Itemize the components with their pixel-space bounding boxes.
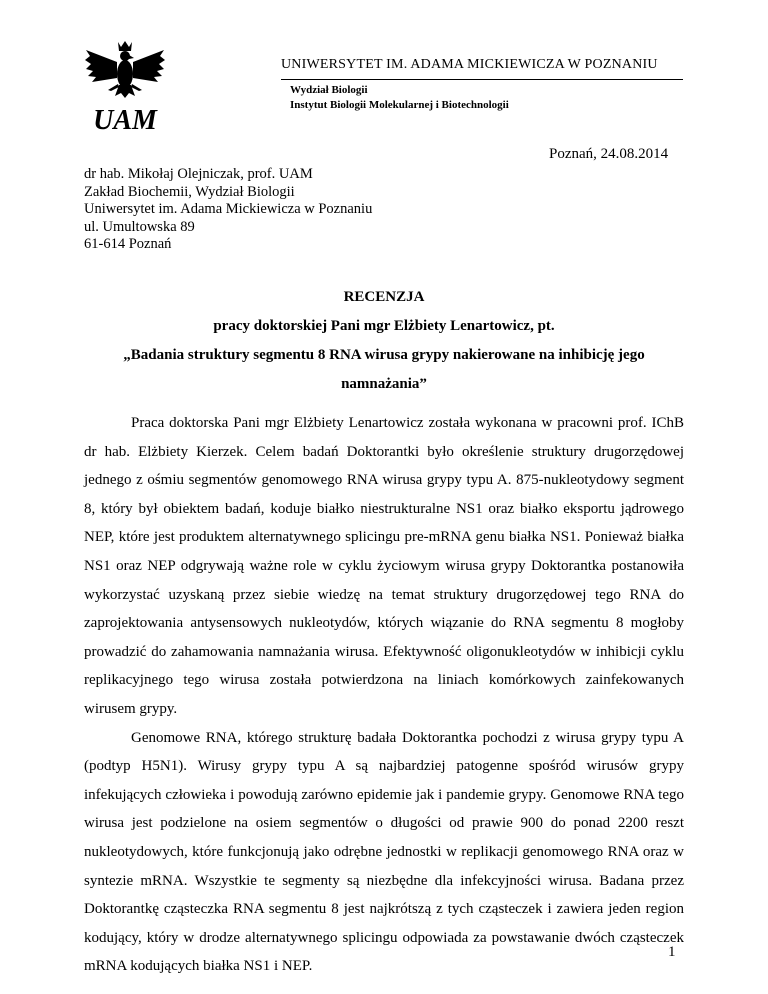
institute-name: Instytut Biologii Molekularnej i Biotechnologii: [290, 99, 509, 111]
thesis-title-line2: namnażania”: [341, 376, 427, 392]
sender-university: Uniwersytet im. Adama Mickiewicza w Poznaniu: [84, 201, 373, 217]
paragraph-2: Genomowe RNA, którego strukturę badała Doktorantka pochodzi z wirusa grypy typu A (podtyp H5N1). Wirusy grypy typu A są najbardziej patogenne spośród wirusów grypy infekujących człowieka i powodują zarówno epidemie jak i pandemie grypy. Genomowe RNA tego wirusa jest podzielone na osiem segmentów o długości od prawie 900 do ponad 2200 reszt nukleotydowych, które funkcjonują jako odrębne jednostki w replikacji genomowego RNA oraz w syntezie mRNA. Wszystkie te segmenty są niezbędne dla infekcyjności wirusa. Badana przez Doktorantkę cząsteczka RNA segmentu 8 jest najkrótszą z tych cząsteczek i zawiera jeden region kodujący, który w drodze alternatywnego splicingu odpowiada za powstawanie dwóch cząsteczek mRNA kodujących białka NS1 i NEP.: [84, 729, 684, 975]
document-subheading: pracy doktorskiej Pani mgr Elżbiety Lenartowicz, pt.: [213, 318, 555, 334]
document-heading: RECENZJA: [343, 289, 425, 305]
sender-street: ul. Umultowska 89: [84, 218, 195, 235]
eagle-emblem-icon: [84, 40, 166, 132]
thesis-title-line1: „Badania struktury segmentu 8 RNA wirusa grypy nakierowane na inhibicję jego: [123, 347, 645, 363]
page-number: 1: [668, 944, 676, 960]
department-name: Wydział Biologii: [290, 84, 368, 96]
sender-unit: Zakład Biochemii, Wydział Biologii: [84, 183, 295, 200]
sender-name: dr hab. Mikołaj Olejniczak, prof. UAM: [84, 166, 313, 182]
sender-address: [84, 166, 372, 254]
header-divider: [281, 79, 683, 80]
paragraph-1: Praca doktorska Pani mgr Elżbiety Lenartowicz została wykonana w pracowni prof. IChB dr hab. Elżbiety Kierzek. Celem badań Doktorantki było określenie struktury drugorzędowej jednego z ośmiu segmentów genomowego RNA wirusa grypy typu A. 875-nukleotydowy segment 8, który był obiektem badań, koduje białko niestrukturalne NS1 oraz białko eksportu jądrowego NEP, które jest produktem alternatywnego splicingu pre-mRNA genu białka NS1. Ponieważ białka NS1 oraz NEP odgrywają ważne role w cyklu życiowym wirusa grypy Doktorantka postanowiła wykorzystać uzyskaną przez siebie wiedzę na temat struktury drugorzędowej tego RNA do zaprojektowania antysensowych nukleotydów, których wiązanie do RNA segmentu 8 mogłoby prowadzić do zahamowania namnażania wirusa. Efektywność oligonukleotydów w inhibicji cyklu replikacyjnego tego wirusa została potwierdzona na liniach komórkowych zainfekowanych wirusem grypy.: [84, 415, 684, 717]
university-name: UNIWERSYTET IM. ADAMA MICKIEWICZA W POZNANIU: [281, 57, 658, 72]
place-date: Poznań, 24.08.2014: [549, 146, 669, 162]
logo-wordmark: UAM: [93, 105, 157, 132]
uam-logo: [84, 40, 166, 132]
sender-city: 61-614 Poznań: [84, 236, 172, 252]
review-body: [84, 409, 684, 981]
